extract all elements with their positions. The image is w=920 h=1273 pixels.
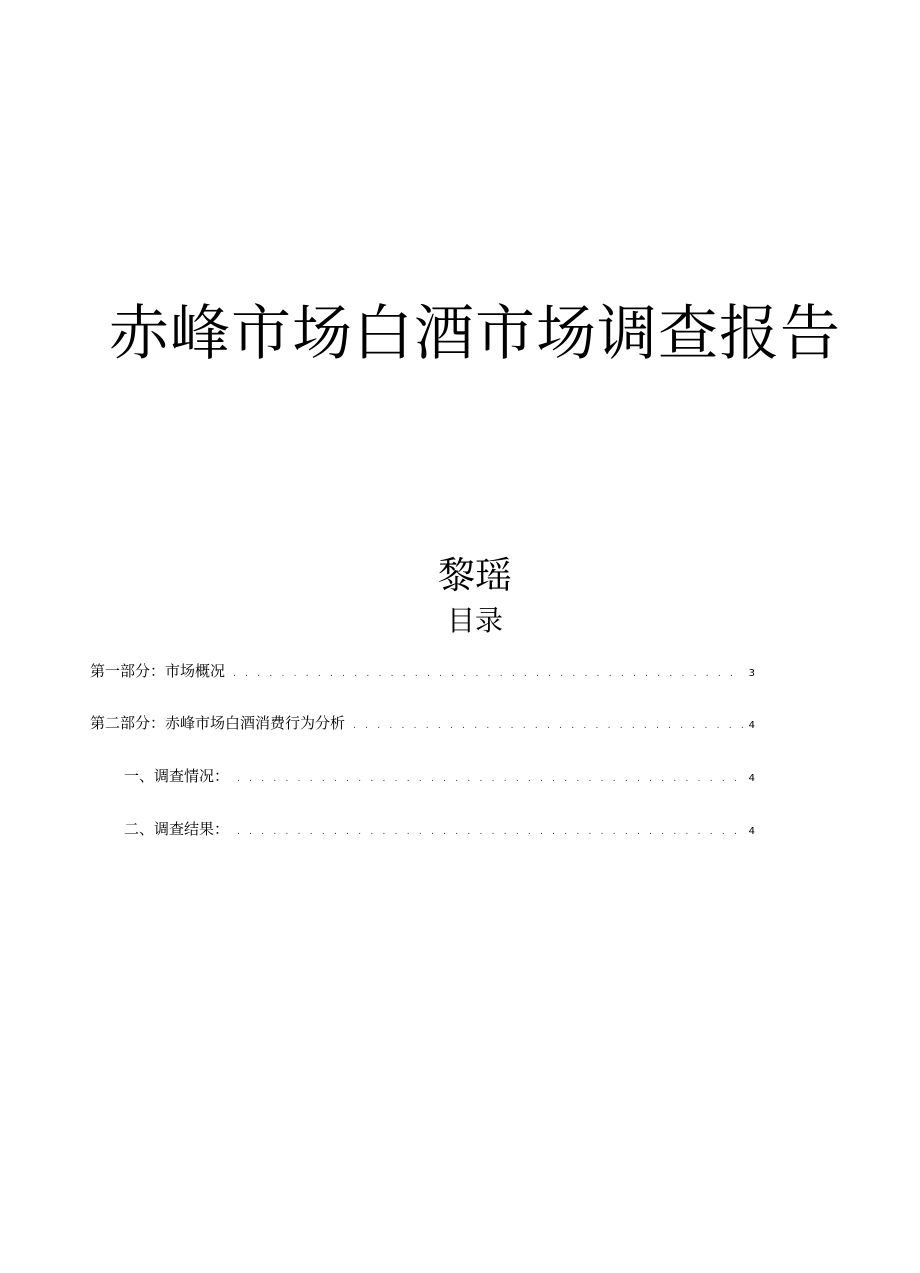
toc-entry-label: 二、调查结果： [124, 820, 230, 838]
toc-entry-label: 第一部分：市场概况 [90, 662, 226, 680]
toc-entry[interactable] [124, 819, 755, 842]
toc-entry-page: 4 [748, 773, 755, 784]
author-name: 黎瑶 [438, 554, 512, 597]
toc-dot-leader [233, 667, 743, 681]
toc-entry-label: 一、调查情况： [124, 767, 230, 785]
toc-dot-leader [237, 825, 743, 839]
toc-entry-label: 第二部分：赤峰市场白酒消费行为分析 [90, 714, 346, 732]
toc-heading: 目录 [446, 604, 503, 637]
toc-dot-leader [237, 772, 743, 786]
toc-entry-page: 4 [748, 720, 755, 731]
toc-entry-page: 4 [748, 826, 755, 837]
toc-entry-page: 3 [748, 668, 755, 679]
toc-entry[interactable] [124, 766, 755, 789]
toc-entry[interactable] [90, 661, 755, 684]
toc-dot-leader [353, 719, 743, 733]
document-title: 赤峰市场白酒市场调查报告 [109, 299, 841, 370]
toc-entry[interactable] [90, 713, 755, 736]
